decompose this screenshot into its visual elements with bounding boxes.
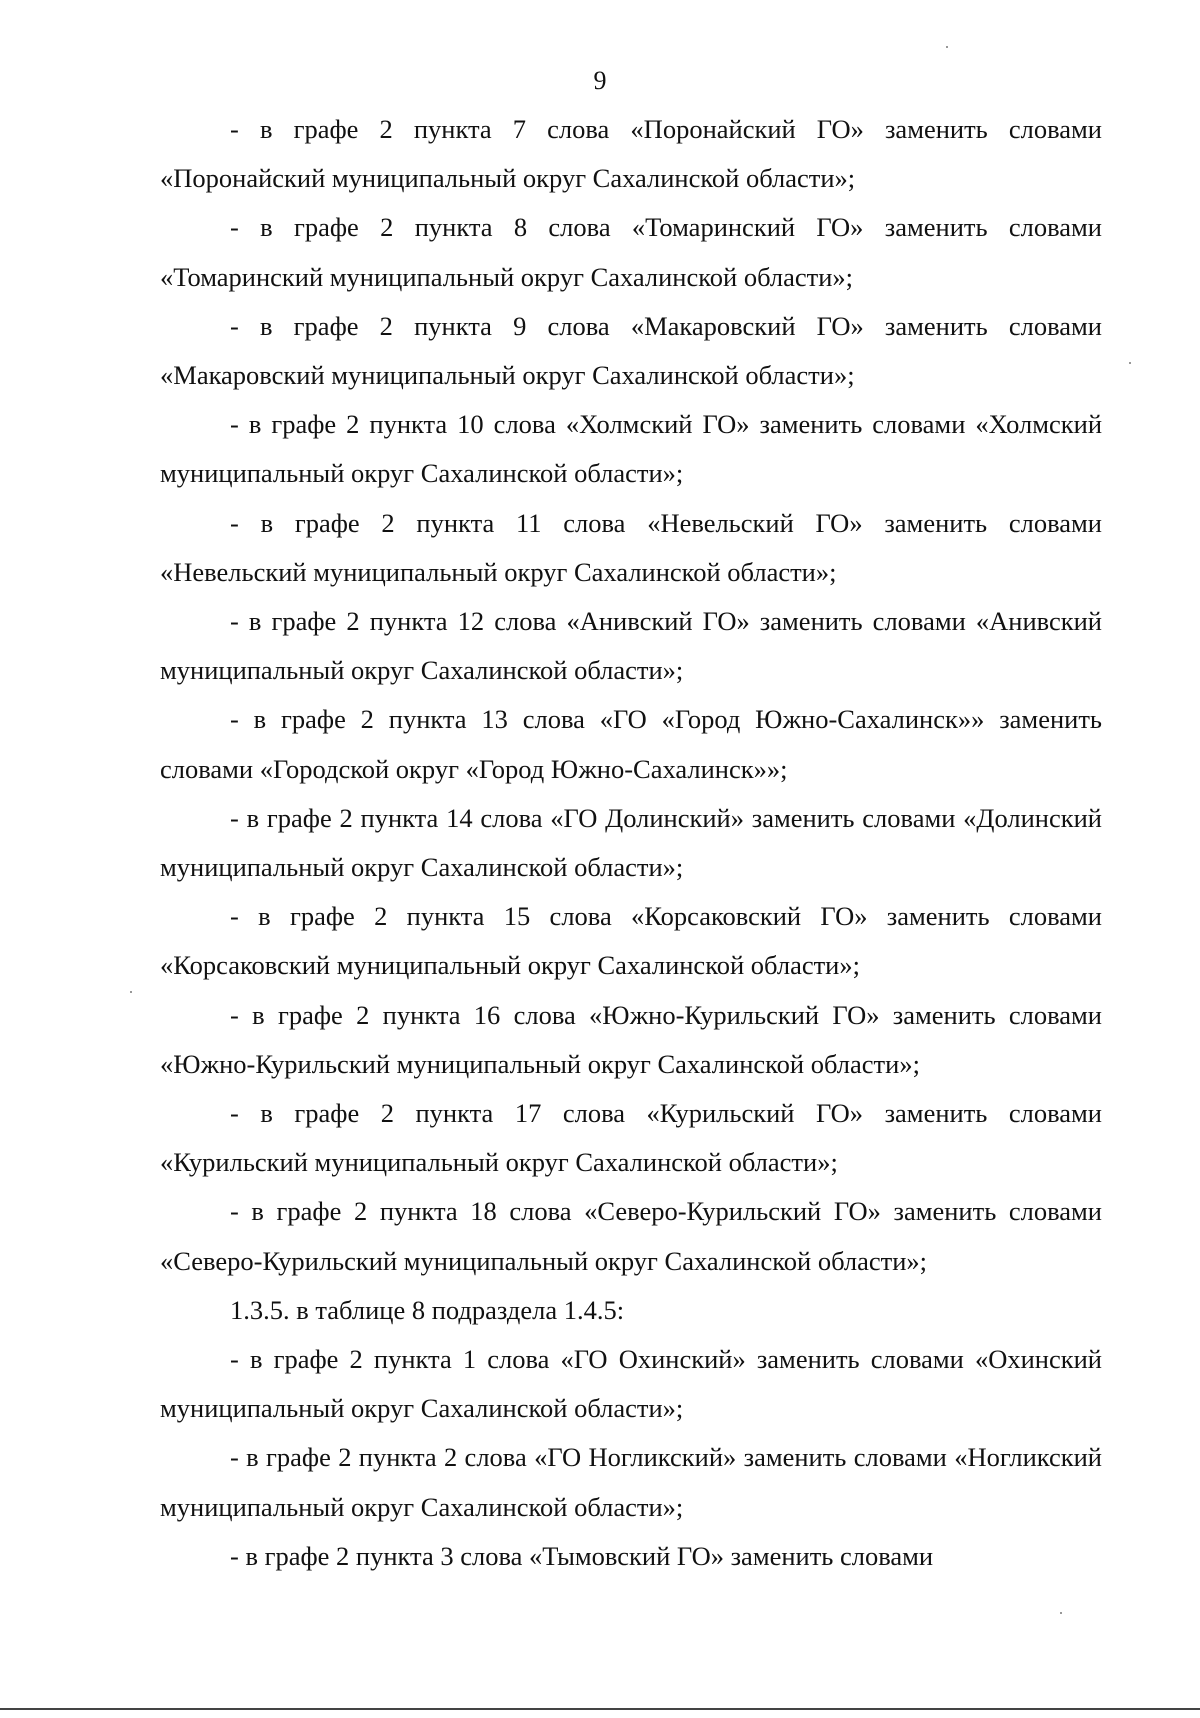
- paragraph-8: - в графе 2 пункта 14 слова «ГО Долинский» заменить словами «Долинский муниципальный округ Сахалинской области»;: [160, 802, 1102, 883]
- section-heading-1-3-5: 1.3.5. в таблице 8 подраздела 1.4.5:: [230, 1294, 625, 1325]
- scan-speck: [1129, 362, 1131, 364]
- paragraph-6: - в графе 2 пункта 12 слова «Анивский ГО» заменить словами «Анивский муниципальный округ Сахалинской области»;: [160, 606, 1102, 686]
- paragraph-4: - в графе 2 пункта 10 слова «Холмский ГО» заменить словами «Холмский муниципальный округ Сахалинской области»;: [160, 409, 1102, 489]
- paragraph-12: - в графе 2 пункта 18 слова «Северо-Курильский ГО» заменить словами «Северо-Курильский муниципальный округ Сахалинской области»;: [160, 1196, 1102, 1276]
- scan-speck: [130, 991, 132, 993]
- paragraph-3: - в графе 2 пункта 9 слова «Макаровский ГО» заменить словами «Макаровский муниципальный округ Сахалинской области»;: [160, 310, 1102, 391]
- paragraph-5: - в графе 2 пункта 11 слова «Невельский ГО» заменить словами «Невельский муниципальный округ Сахалинской области»;: [160, 507, 1102, 587]
- scan-speck: [946, 46, 948, 48]
- scan-speck: [1060, 1612, 1062, 1614]
- paragraph-11: - в графе 2 пункта 17 слова «Курильский ГО» заменить словами «Курильский муниципальный округ Сахалинской области»;: [160, 1098, 1102, 1178]
- page-bottom-edge: [0, 1708, 1200, 1710]
- paragraph-10: - в графе 2 пункта 16 слова «Южно-Курильский ГО» заменить словами «Южно-Курильский муниципальный округ Сахалинской области»;: [160, 999, 1102, 1079]
- document-body: [160, 105, 1102, 1581]
- paragraph-2: - в графе 2 пункта 8 слова «Томаринский ГО» заменить словами «Томаринский муниципальный округ Сахалинской области»;: [160, 212, 1102, 292]
- paragraph-9: - в графе 2 пункта 15 слова «Корсаковский ГО» заменить словами «Корсаковский муниципальный округ Сахалинской области»;: [160, 901, 1102, 981]
- paragraph-13: - в графе 2 пункта 1 слова «ГО Охинский» заменить словами «Охинский муниципальный округ Сахалинской области»;: [160, 1344, 1102, 1424]
- paragraph-1: - в графе 2 пункта 7 слова «Поронайский ГО» заменить словами «Поронайский муниципальный округ Сахалинской области»;: [160, 114, 1102, 194]
- page-number: 9: [593, 66, 607, 95]
- paragraph-15: - в графе 2 пункта 3 слова «Тымовский ГО» заменить словами: [230, 1540, 934, 1571]
- paragraph-7: - в графе 2 пункта 13 слова «ГО «Город Южно-Сахалинск»» заменить словами «Городской округ «Город Южно-Сахалинск»»;: [160, 704, 1102, 784]
- paragraph-14: - в графе 2 пункта 2 слова «ГО Ногликский» заменить словами «Ногликский муниципальный округ Сахалинской области»;: [160, 1442, 1102, 1522]
